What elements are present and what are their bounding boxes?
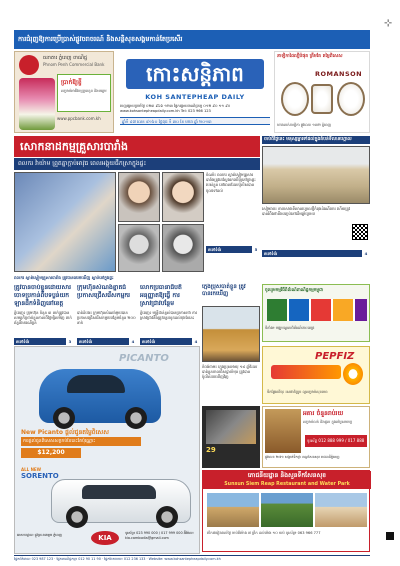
bank-ad-title: ធនាគារ ភ្នំពេញ ពាណិជ្ជ xyxy=(43,55,88,61)
wheel-icon xyxy=(125,407,147,429)
story-body: ភ្នំពេញ៖ ក្រុមហ៊ុន ចំនួន ៣ នាក់ត្រូវបានសមត្ថកិច្ចចាប់ខ្លួនកាលពីថ្ងៃម្សិលមិញ ពាក់ព័ន្ធនឹងករណីប្លន់ xyxy=(14,310,72,326)
wheel-icon xyxy=(53,407,75,429)
bank-ad-subtitle: Phnom Penh Commercial Bank xyxy=(43,62,105,67)
expo-ad-logos xyxy=(267,299,367,321)
resort-photo xyxy=(315,493,367,527)
sorento-name: SORENTO xyxy=(21,472,59,480)
crop-mark xyxy=(386,532,394,540)
watch-advertisement xyxy=(274,51,370,133)
watch-icon xyxy=(281,82,309,116)
masthead-english-title: KOH SANTEPHEAP DAILY xyxy=(145,93,245,101)
car-ad-price: $12,200 xyxy=(21,448,81,458)
car-ad-band: ការផ្តល់ជូនពិសេសសម្រាប់ខែនេះតែប៉ុណ្ណោះ xyxy=(21,437,141,446)
masthead-date-line: ឆ្នាំទី ៤៧ លេខ ៨១៦០ ថ្ងៃពុធ ទី ៣០ ខែ មករា ឆ្នាំ ២០១៣ xyxy=(120,117,270,125)
bank-advertisement xyxy=(14,51,114,133)
qr-code-icon xyxy=(352,224,368,240)
child-photo xyxy=(118,172,160,222)
dvd-number: 29 xyxy=(206,446,216,454)
dvd-cover-image xyxy=(206,410,256,444)
restaurant-ad-title: ភោជនីយដ្ឋាន និងសួនទឹកសែនសុខ xyxy=(203,471,371,481)
restaurant-photo xyxy=(207,493,259,527)
continued-text: តទៅទំព័រ xyxy=(206,246,252,253)
car-ad-address: អាសយដ្ឋាន៖ ផ្លូវព្រះនរោត្តម ភ្នំពេញ xyxy=(17,533,62,537)
restaurant-ad-english-title: Sunsun Siem Reap Restaurant and Water Park xyxy=(203,481,371,489)
pepfiz-ad-footer: ទឹកផ្លែឈើពុះ រសជាតិក្រូច ល្អសម្រាប់សុខភាព xyxy=(267,390,328,394)
story-headline: ក្មេងប្រុសបាត់ខ្លួន ត្រូវបានរកឃើញ xyxy=(202,284,246,297)
continued-label xyxy=(206,246,260,253)
building-image xyxy=(265,409,301,453)
watch-icon xyxy=(311,84,333,114)
continued-label xyxy=(140,338,200,345)
watch-icon xyxy=(337,82,365,116)
lead-story-text: ចំណាំ៖ ពលករ ស្ងាត់ស្ងៀមគ្រួសារបារាំងត្រូវគេស្វែងរកឃើញនៅក្នុងផ្ទះរបស់ខ្លួន នៅពេលដែលប៉ូលិសបានចូលទៅដល់ xyxy=(206,172,256,193)
continued-text: តទៅទំព័រ xyxy=(140,338,192,345)
registration-mark: ⊹ xyxy=(384,18,393,29)
construction-photo xyxy=(262,146,370,204)
bank-ad-panel-text: សម្រាប់អាជីវកម្មខ្នាតតូច និងមធ្យម xyxy=(61,89,107,93)
page-number: 4 xyxy=(129,338,137,345)
property-ad-title: អគារ ចំនួនរាប់រយ xyxy=(303,410,344,417)
watch-ad-footer: ហាងលក់នាឡិកា ផ្លូវលេខ ១៣២ ភ្នំពេញ xyxy=(277,123,331,127)
story-headline: ត្រូវបានចាប់ខ្លួនដោយសារ ចោទប្រកាន់ពីបទប្លន់យក ឡានដឹកទំនិញនៅខេត្ត xyxy=(14,284,72,307)
watch-brand: ROMANSON xyxy=(315,70,363,78)
bank-ad-footer: www.ppcbank.com.kh xyxy=(57,116,101,121)
continued-text: តទៅទំព័រ xyxy=(262,250,362,257)
masthead-info-line: ចេញផ្សាយប្រចាំថ្ងៃ ០២៣ ៩៦៦ ១២៣ ផ្នែកផ្សាយពាណិជ្ជកម្ម ០១២ ៩០ ១១ ៩០ xyxy=(120,104,231,108)
bank-ad-panel xyxy=(57,74,111,112)
page-number: 5 xyxy=(252,246,260,253)
watch-ad-title: នាឡិកាដៃល្បីបំផុត ត្រឹមតែ តម្លៃពិសេស xyxy=(277,54,343,59)
bank-ad-panel-title: ប្រាក់ឱ្យខ្ចី xyxy=(61,79,82,86)
sorento-tag: ALL NEW xyxy=(21,467,42,472)
car-window xyxy=(67,375,125,393)
page-footer: ផ្នែកព័ត៌មាន៖ 023 987 123 · ផ្នែកពាណិជ្ជកម្ម៖ 012 90 11 90 · ផ្នែកចែកចាយ៖ 012 236 133 · Website: www.kohsantepheapdaily.com.kh xyxy=(14,555,370,561)
story-headline: ក្រុមហ៊ុនសំណង់ខ្នាតធំ ប្រកាសជ្រើសរើសកម្មករ xyxy=(77,284,131,299)
car-image xyxy=(39,369,161,423)
dvd-advertisement xyxy=(202,406,260,468)
page-number: 4 xyxy=(192,338,200,345)
boy-photo xyxy=(202,306,260,362)
property-ad-phone: ទូរស័ព្ទ 012 888 999 / 017 888 999 xyxy=(305,435,367,447)
restaurant-ad-footer: បើកជារៀងរាល់ថ្ងៃ ចាប់ពីម៉ោង ៧ ព្រឹក ដល់ម៉ោង ១០ យប់ ទូរស័ព្ទ៖ 063 966 777 xyxy=(207,531,321,535)
property-ad-subtitle: សម្រាប់លក់ និងជួល ក្នុងតម្លៃសមរម្យ xyxy=(303,420,352,424)
expo-advertisement xyxy=(262,284,370,342)
continued-text: តទៅទំព័រ xyxy=(77,338,129,345)
kia-logo: KIA xyxy=(91,531,119,545)
story-body: កំពង់ចាម៖ ក្មេងប្រុសអាយុ ១៤ ឆ្នាំដែលបាត់ខ្លួនកាលពីសប្តាហ៍មុន ត្រូវបានប៉ូលិសរកឃើញវិញ xyxy=(202,364,258,380)
wheel-icon xyxy=(156,506,178,528)
main-headline: សោកនាដកម្មគ្រួសារបារាំង xyxy=(14,136,260,157)
page-number: 3 xyxy=(66,338,74,345)
car-ad-headline: New Picanto ផ្តល់ជូនតម្លៃពិសេស xyxy=(21,429,109,436)
masthead-title: កោះសន្តិភាព xyxy=(126,59,264,89)
family-photo xyxy=(14,172,116,272)
story-body: បាត់ដំបង៖ ក្រុមហ៊ុនសំណង់មួយបានប្រកាសជ្រើសរើសកម្មករបន្ថែមចំនួន ២០០ នាក់ xyxy=(77,310,136,326)
expo-ad-title: ចូលរួមកម្មវិធីពិព័រណ៍ពាណិជ្ជកម្មកម្ពុជា xyxy=(265,287,324,292)
property-advertisement xyxy=(262,406,370,468)
page-number: 4 xyxy=(362,250,370,257)
masthead-info-line: www.kohsantepheapdaily.com.kh Tel: 023 966 123 xyxy=(120,109,211,113)
wheel-icon xyxy=(66,506,88,528)
story-headline: ចាប់ពីថ្ងៃនេះ មនុស្សម្នាទៅដល់ក្នុងតំបន់ទីលានហ្គោល xyxy=(262,136,370,144)
continued-text: តទៅទំព័រ xyxy=(14,338,66,345)
expo-ad-footer: ទីតាំង៖ មជ្ឈមណ្ឌលពិព័រណ៍កោះពេជ្រ xyxy=(265,326,315,330)
water-park-photo xyxy=(261,493,313,527)
sorento-brand xyxy=(21,467,59,480)
masthead xyxy=(118,51,270,133)
restaurant-advertisement xyxy=(202,470,370,552)
bank-logo-icon xyxy=(19,55,39,75)
story-headline: លោកប្រធានាធិបតី អនុញ្ញាតឱ្យធ្វើ ការស្រាវជ្រាវបន្ថែម xyxy=(140,284,182,307)
property-ad-footer: ផ្លូវលេខ ២៧១ សង្កាត់ទឹកថ្លា ខណ្ឌសែនសុខ រាជធានីភ្នំពេញ xyxy=(265,455,340,459)
continued-label xyxy=(14,338,74,345)
pepfiz-advertisement xyxy=(262,346,370,404)
story-body: សៀមរាប៖ ការកសាងទីលានហ្គោលថ្មីកំពុងដំណើរការ ហើយត្រូវបានរំពឹងថានឹងបញ្ចប់នៅដើមឆ្នាំក្រោយ xyxy=(262,206,351,217)
photo-caption: ពលករ ស្ងាត់ស្ងៀមគ្រួសារបារាំង ត្រូវបានគេរកឃើញ ស្លាប់នៅក្នុងផ្ទះ xyxy=(14,274,260,281)
story-body: ភ្នំពេញ៖ មន្ត្រីជាន់ខ្ពស់បានប្រកាសថា ការស្រាវជ្រាវនឹងត្រូវបន្តរហូតដល់ចុងខែនេះ xyxy=(140,310,197,321)
continued-label xyxy=(262,250,370,257)
tablet-icon xyxy=(343,363,363,385)
child-photo xyxy=(162,224,204,272)
main-subhead: ពលករ វ៉ាយ៉ាម ព្រួតគ្នាក្តាប់អាវុធ ពេលអង្គុយផឹកស្រាក្នុងផ្ទះ xyxy=(14,158,260,170)
car-ad-contact: ទូរស័ព្ទ៖ 023 990 000 / 017 999 000 អ៊ីម៉ែល៖ kia.cambodia@gmail.com xyxy=(125,531,194,540)
pepfiz-brand: PEPFIZ xyxy=(315,351,355,362)
car-window xyxy=(82,485,156,499)
child-photo xyxy=(162,172,204,222)
child-photo xyxy=(118,224,160,272)
newspaper-page xyxy=(14,30,370,561)
kia-car-advertisement xyxy=(14,346,200,554)
flowers-image xyxy=(19,78,55,130)
continued-label xyxy=(77,338,137,345)
suv-image xyxy=(51,479,191,523)
product-pack-image xyxy=(271,365,341,379)
top-banner: ការជំរុញឱ្យការប្រើប្រាស់ផ្លូវចរាចរណ៍ និងសន្តិសុខសង្គមកាន់តែប្រសើរ xyxy=(14,30,370,49)
picanto-brand: PICANTO xyxy=(119,353,169,364)
